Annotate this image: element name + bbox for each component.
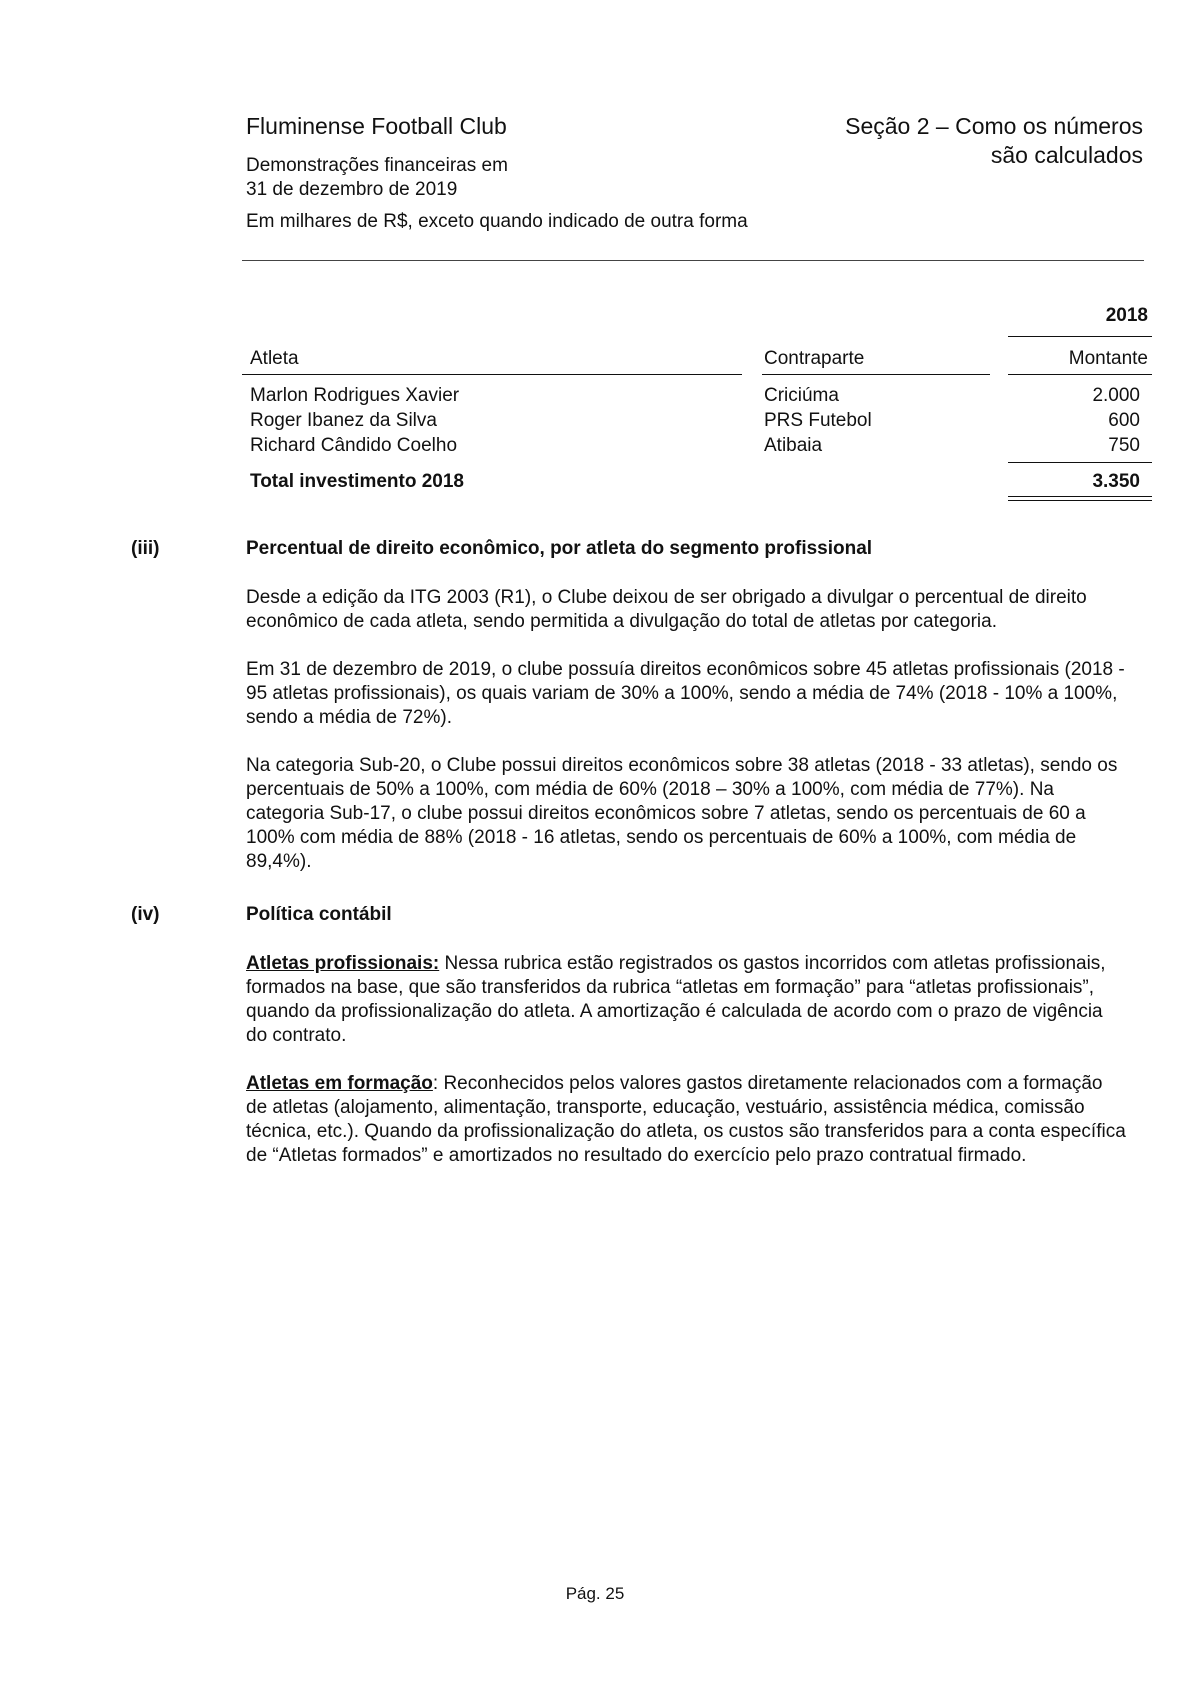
counterparty: Atibaia [764,435,823,456]
header-underline [762,374,990,375]
statement-title: Demonstrações financeiras em 31 de dezembro de 2019 [246,155,508,200]
header-divider [242,260,1144,261]
document-header [246,112,806,234]
athlete-name: Richard Cândido Coelho [250,435,458,456]
amount: 2.000 [1092,385,1140,406]
counterparty: Criciúma [764,385,839,406]
column-header-amount: Montante [1068,348,1148,369]
year-header: 2018 [1105,305,1148,326]
subtotal-rule [1008,462,1152,463]
year-underline [1008,336,1152,337]
term-professional-athletes: Atletas profissionais: [246,953,440,974]
term-athletes-in-training: Atletas em formação [246,1073,433,1094]
amount: 600 [1108,410,1140,431]
section-number-iv: (iv) [131,904,160,925]
units-note: Em milhares de R$, exceto quando indicado de outra forma [246,211,748,232]
organization-name: Fluminense Football Club [246,113,507,139]
column-header-athlete: Atleta [250,348,299,369]
athlete-name: Marlon Rodrigues Xavier [250,385,460,406]
header-underline [242,374,742,375]
athlete-name: Roger Ibanez da Silva [250,410,437,431]
total-label: Total investimento 2018 [250,471,464,492]
section-heading-iv: Política contábil [246,904,392,925]
paragraph: Na categoria Sub-20, o Clube possui direitos econômicos sobre 38 atletas (2018 - 33 atletas), sendo os percentuais de 50% a 100%, com média de 60% (2018 – 30% a 100%, com média de 77%). Na categoria Sub-17, o clube possui direitos econômicos sobre 7 atletas, sendo os percentuais de 60 a 100% com média de 88% (2018 - 16 atletas, sendo os percentuais de 60% a 100%, com média de 89,4%). [246,755,1118,872]
amount: 750 [1108,435,1140,456]
section-number-iii: (iii) [131,538,160,559]
total-value: 3.350 [1092,471,1140,492]
page-number: Pág. 25 [565,1584,625,1603]
table-row [242,435,1152,459]
paragraph: Desde a edição da ITG 2003 (R1), o Clube deixou de ser obrigado a divulgar o percentual de direito econômico de cada atleta, sendo permitida a divulgação do total de atletas por categoria. [246,587,1087,632]
table-row [242,410,1152,434]
table-row [242,385,1152,409]
paragraph: Em 31 de dezembro de 2019, o clube possuía direitos econômicos sobre 45 atletas profissionais (2018 - 95 atletas profissionais), os quais variam de 30% a 100%, sendo a média de 74% (2018 - 10% a 100%, sendo a média de 72%). [246,659,1125,728]
section-title: Seção 2 – Como os números são calculados [845,113,1143,168]
paragraph-athletes-in-training: Atletas em formação: Reconhecidos pelos valores gastos diretamente relacionados com a formação de atletas (alojamento, alimentação, transporte, educação, vestuário, assistência médica, comissão técnica, etc.). Quando da profissionalização do atleta, os custos são transferidos para a conta específica de “Atletas formados” e amortizados no resultado do exercício pelo prazo contratual firmado. [246,1073,1126,1166]
header-underline [1008,374,1152,375]
total-double-rule [1008,496,1152,501]
section-heading-iii: Percentual de direito econômico, por atleta do segmento profissional [246,538,873,559]
counterparty: PRS Futebol [764,410,872,431]
total-row [242,471,1152,495]
paragraph-professional-athletes: Atletas profissionais: Nessa rubrica estão registrados os gastos incorridos com atletas profissionais, formados na base, que são transferidos da rubrica “atletas em formação” para “atletas profissionais”, quando da profissionalização do atleta. A amortização é calculada de acordo com o prazo de vigência do contrato. [246,953,1106,1046]
column-header-counterparty: Contraparte [764,348,865,369]
